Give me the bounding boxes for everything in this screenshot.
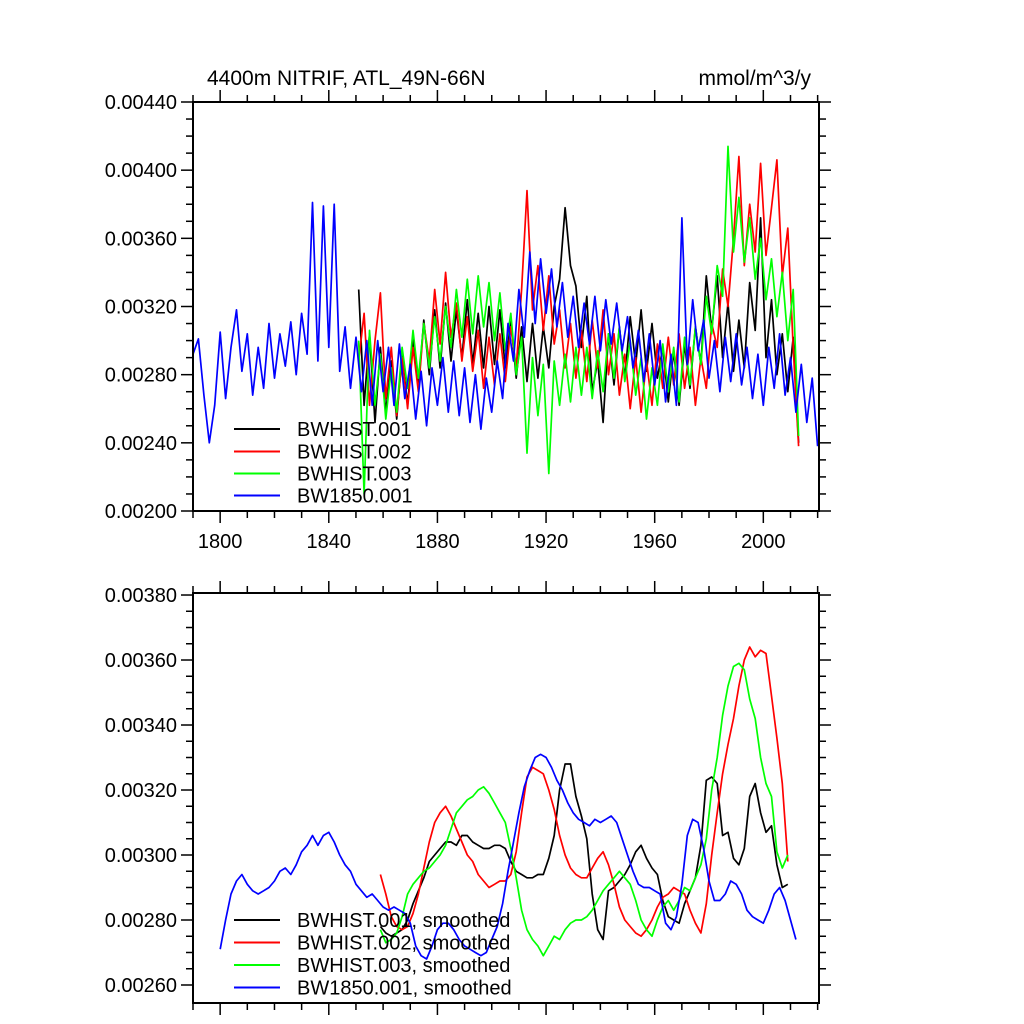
x-tick-label: 1880: [415, 531, 460, 553]
plot-frame: [193, 102, 819, 511]
legend-label: BWHIST.001: [297, 419, 412, 441]
y-tick-label: 0.00380: [104, 585, 177, 608]
legend-label: BWHIST.002: [297, 441, 412, 464]
y-tick-label: 0.00240: [104, 432, 177, 455]
y-tick-label: 0.00300: [104, 845, 177, 868]
y-tick-label: 0.00400: [104, 160, 177, 183]
legend-label: BW1850.001: [297, 485, 413, 508]
x-tick-label: 2000: [741, 531, 786, 553]
chart-title: 4400m NITRIF, ATL_49N-66N: [207, 67, 486, 90]
legend-label: BWHIST.001, smoothed: [297, 910, 511, 932]
y-tick-label: 0.00320: [104, 296, 177, 319]
x-tick-label: 1920: [523, 531, 569, 553]
y-tick-label: 0.00280: [104, 364, 177, 387]
legend-label: BWHIST.002, smoothed: [297, 932, 511, 955]
legend-label: BWHIST.003: [297, 463, 412, 486]
units-label: mmol/m^3/y: [698, 67, 811, 90]
y-tick-label: 0.00200: [104, 501, 177, 523]
y-tick-label: 0.00340: [104, 715, 177, 738]
y-tick-label: 0.00280: [104, 909, 177, 932]
y-tick-label: 0.00360: [104, 650, 177, 673]
y-tick-label: 0.00260: [104, 974, 177, 997]
legend-label: BWHIST.003, smoothed: [297, 955, 511, 977]
x-tick-label: 1960: [632, 531, 677, 553]
x-tick-label: 1840: [306, 531, 352, 553]
y-tick-label: 0.00320: [104, 780, 177, 803]
x-tick-label: 1800: [197, 531, 243, 553]
y-tick-label: 0.00360: [104, 228, 177, 251]
y-tick-label: 0.00440: [104, 92, 177, 114]
legend-label: BW1850.001, smoothed: [297, 977, 512, 1000]
